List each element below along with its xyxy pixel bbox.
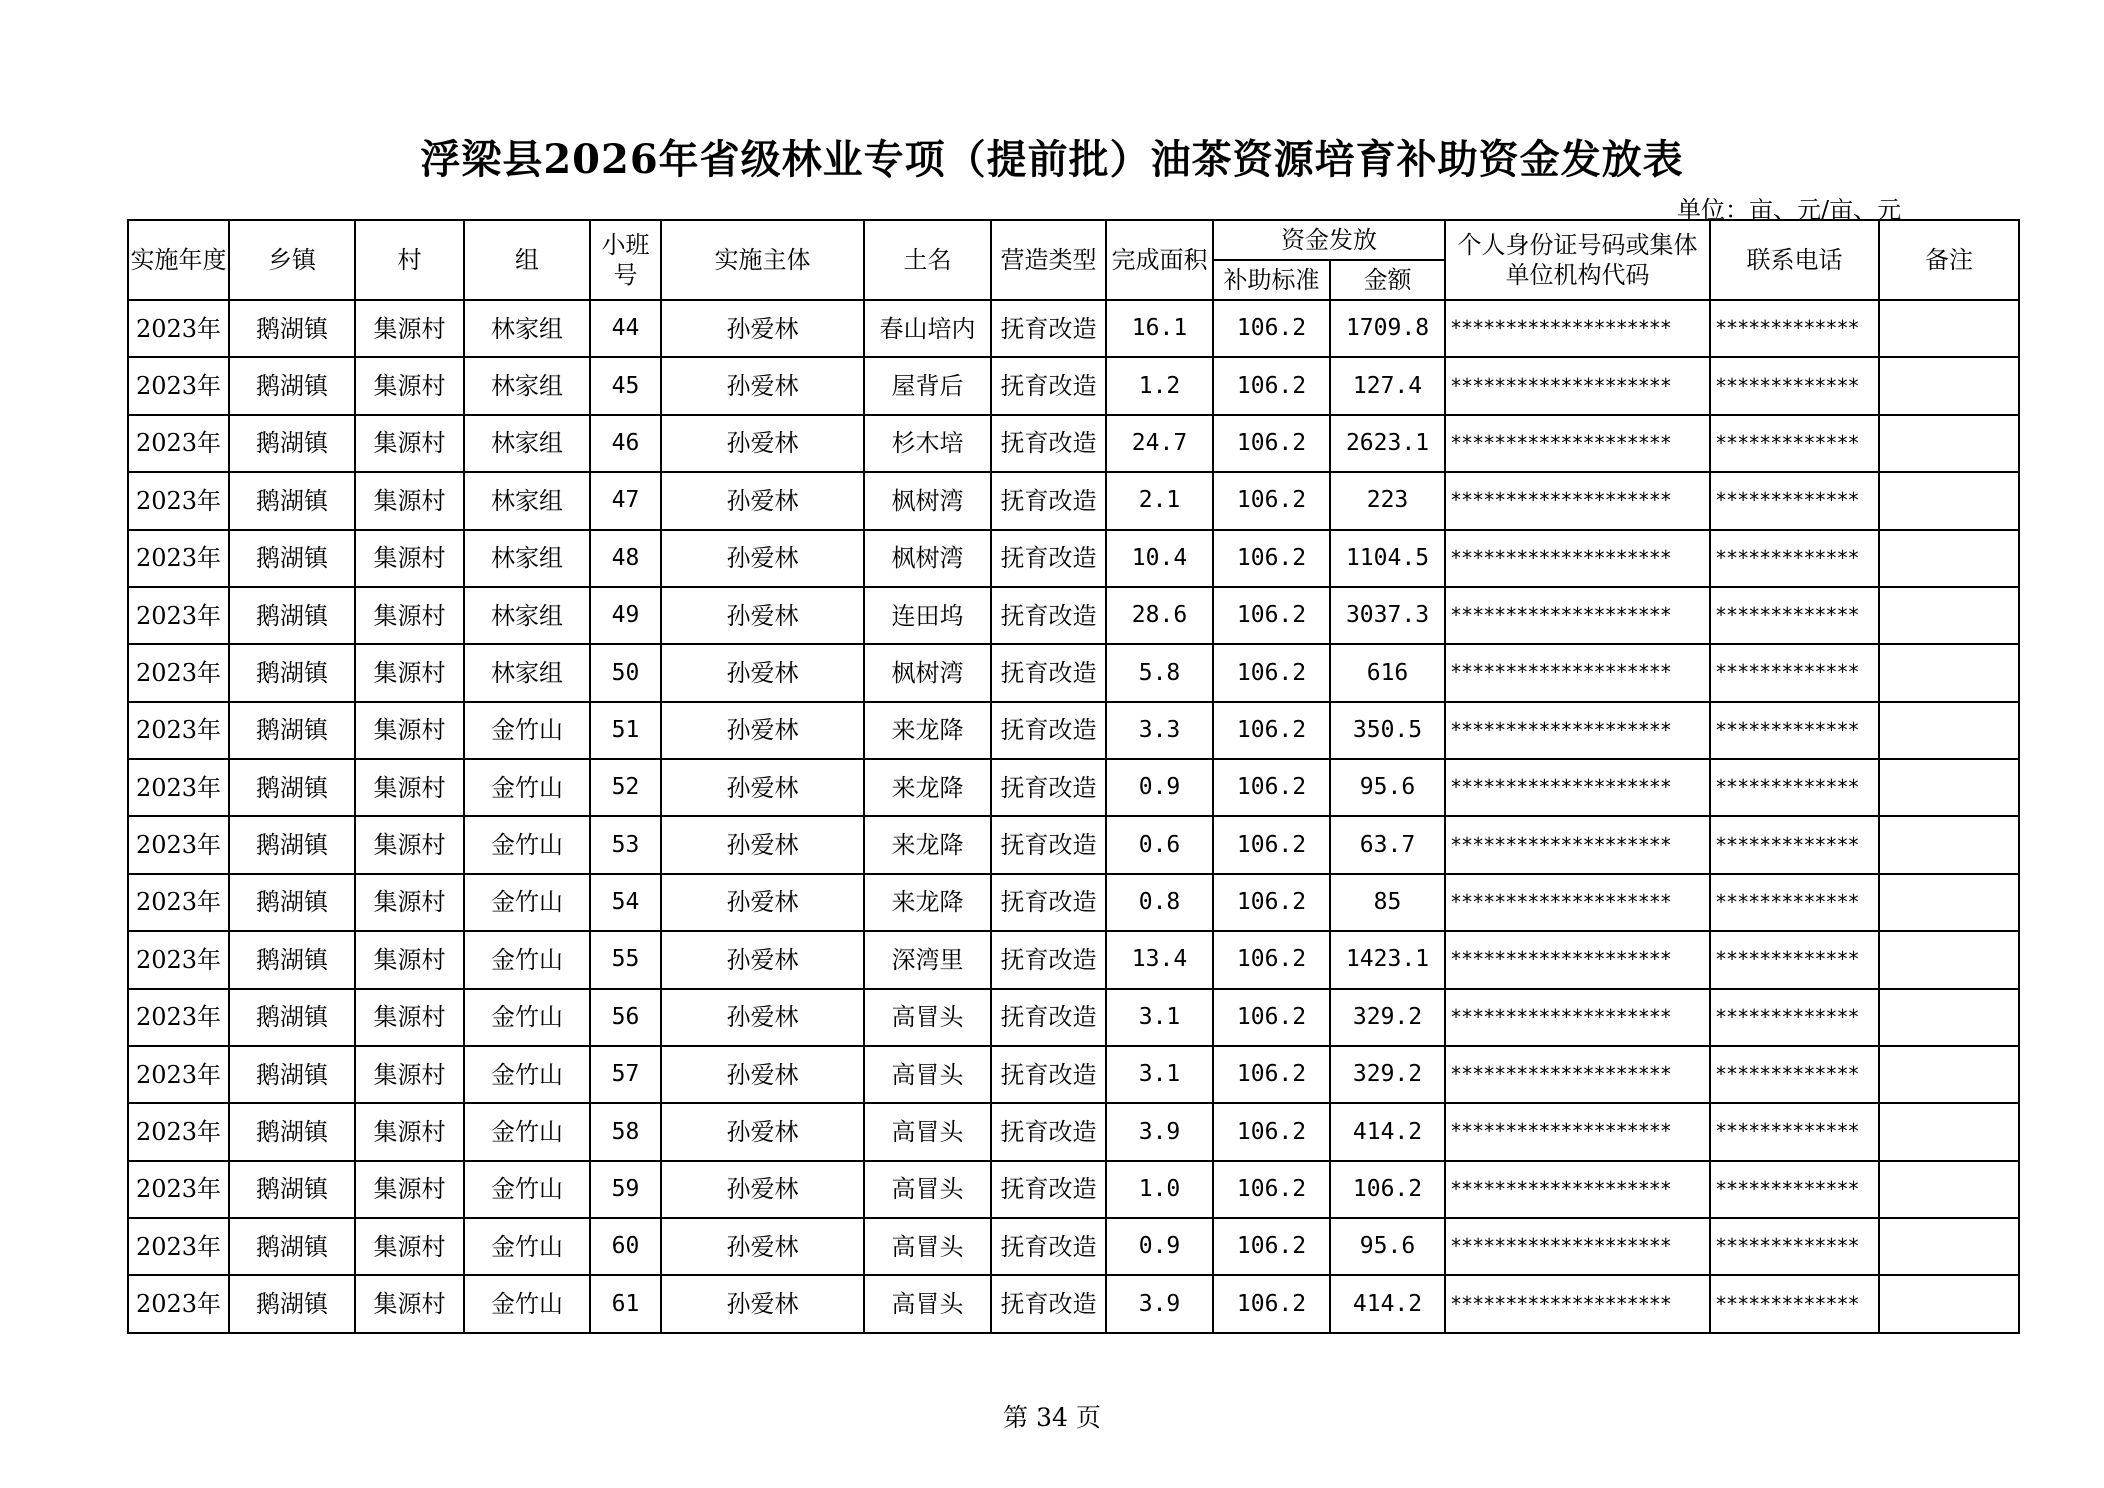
cell-phone: ************* [1710, 300, 1879, 357]
table-row [128, 1046, 2019, 1103]
table-row [128, 989, 2019, 1046]
cell-place: 高冒头 [864, 1103, 991, 1160]
cell-phone: ************* [1710, 931, 1879, 988]
cell-type: 抚育改造 [991, 1218, 1106, 1275]
cell-subject: 孙爱林 [661, 415, 864, 472]
cell-idcode: ******************** [1445, 989, 1710, 1046]
cell-standard: 106.2 [1213, 1103, 1330, 1160]
cell-subject: 孙爱林 [661, 1161, 864, 1218]
cell-standard: 106.2 [1213, 357, 1330, 414]
cell-standard: 106.2 [1213, 759, 1330, 816]
cell-plot: 54 [590, 874, 661, 931]
cell-town: 鹅湖镇 [229, 702, 355, 759]
cell-plot: 45 [590, 357, 661, 414]
cell-area: 0.9 [1106, 1218, 1213, 1275]
cell-village: 集源村 [355, 702, 464, 759]
cell-phone: ************* [1710, 816, 1879, 873]
cell-group: 金竹山 [464, 702, 590, 759]
cell-amount: 3037.3 [1330, 587, 1445, 644]
cell-village: 集源村 [355, 816, 464, 873]
cell-town: 鹅湖镇 [229, 300, 355, 357]
cell-amount: 616 [1330, 644, 1445, 701]
cell-town: 鹅湖镇 [229, 989, 355, 1046]
cell-subject: 孙爱林 [661, 530, 864, 587]
cell-idcode: ******************** [1445, 530, 1710, 587]
cell-phone: ************* [1710, 587, 1879, 644]
cell-phone: ************* [1710, 1103, 1879, 1160]
cell-remark [1879, 300, 2019, 357]
cell-plot: 46 [590, 415, 661, 472]
cell-year: 2023年 [128, 816, 229, 873]
cell-plot: 48 [590, 530, 661, 587]
cell-place: 高冒头 [864, 989, 991, 1046]
cell-phone: ************* [1710, 702, 1879, 759]
cell-year: 2023年 [128, 931, 229, 988]
cell-type: 抚育改造 [991, 1046, 1106, 1103]
cell-subject: 孙爱林 [661, 1218, 864, 1275]
cell-group: 林家组 [464, 300, 590, 357]
cell-phone: ************* [1710, 874, 1879, 931]
cell-type: 抚育改造 [991, 759, 1106, 816]
header-phone: 联系电话 [1710, 220, 1879, 300]
cell-year: 2023年 [128, 1046, 229, 1103]
cell-idcode: ******************** [1445, 357, 1710, 414]
table-row [128, 472, 2019, 529]
cell-village: 集源村 [355, 472, 464, 529]
cell-group: 金竹山 [464, 1161, 590, 1218]
cell-area: 3.1 [1106, 989, 1213, 1046]
cell-remark [1879, 1046, 2019, 1103]
header-amount: 金额 [1330, 260, 1445, 300]
cell-idcode: ******************** [1445, 874, 1710, 931]
cell-plot: 60 [590, 1218, 661, 1275]
cell-area: 5.8 [1106, 644, 1213, 701]
header-year: 实施年度 [128, 220, 229, 300]
cell-place: 屋背后 [864, 357, 991, 414]
cell-plot: 61 [590, 1275, 661, 1333]
cell-town: 鹅湖镇 [229, 1103, 355, 1160]
cell-type: 抚育改造 [991, 989, 1106, 1046]
cell-type: 抚育改造 [991, 816, 1106, 873]
cell-standard: 106.2 [1213, 1161, 1330, 1218]
cell-group: 林家组 [464, 530, 590, 587]
cell-remark [1879, 644, 2019, 701]
cell-remark [1879, 1218, 2019, 1275]
cell-village: 集源村 [355, 530, 464, 587]
cell-remark [1879, 989, 2019, 1046]
cell-area: 3.1 [1106, 1046, 1213, 1103]
cell-town: 鹅湖镇 [229, 530, 355, 587]
table-row [128, 357, 2019, 414]
cell-type: 抚育改造 [991, 1103, 1106, 1160]
cell-village: 集源村 [355, 759, 464, 816]
cell-village: 集源村 [355, 644, 464, 701]
cell-place: 高冒头 [864, 1046, 991, 1103]
table-row [128, 874, 2019, 931]
cell-idcode: ******************** [1445, 1103, 1710, 1160]
cell-type: 抚育改造 [991, 874, 1106, 931]
cell-amount: 1709.8 [1330, 300, 1445, 357]
cell-place: 深湾里 [864, 931, 991, 988]
cell-plot: 57 [590, 1046, 661, 1103]
page-number: 第 34 页 [1003, 1403, 1101, 1432]
cell-town: 鹅湖镇 [229, 874, 355, 931]
cell-phone: ************* [1710, 1275, 1879, 1333]
cell-village: 集源村 [355, 989, 464, 1046]
cell-standard: 106.2 [1213, 530, 1330, 587]
cell-year: 2023年 [128, 587, 229, 644]
cell-plot: 56 [590, 989, 661, 1046]
cell-area: 10.4 [1106, 530, 1213, 587]
cell-group: 金竹山 [464, 759, 590, 816]
cell-village: 集源村 [355, 357, 464, 414]
header-idcode: 个人身份证号码或集体单位机构代码 [1445, 220, 1710, 300]
cell-subject: 孙爱林 [661, 702, 864, 759]
cell-amount: 95.6 [1330, 1218, 1445, 1275]
cell-idcode: ******************** [1445, 759, 1710, 816]
cell-group: 林家组 [464, 644, 590, 701]
cell-subject: 孙爱林 [661, 1103, 864, 1160]
cell-remark [1879, 1275, 2019, 1333]
cell-remark [1879, 1161, 2019, 1218]
cell-area: 28.6 [1106, 587, 1213, 644]
cell-remark [1879, 931, 2019, 988]
cell-subject: 孙爱林 [661, 874, 864, 931]
cell-type: 抚育改造 [991, 644, 1106, 701]
cell-phone: ************* [1710, 1218, 1879, 1275]
cell-amount: 414.2 [1330, 1103, 1445, 1160]
cell-place: 杉木培 [864, 415, 991, 472]
cell-standard: 106.2 [1213, 1275, 1330, 1333]
cell-phone: ************* [1710, 472, 1879, 529]
cell-plot: 51 [590, 702, 661, 759]
cell-town: 鹅湖镇 [229, 1275, 355, 1333]
cell-idcode: ******************** [1445, 300, 1710, 357]
cell-place: 来龙降 [864, 874, 991, 931]
header-area: 完成面积 [1106, 220, 1213, 300]
cell-village: 集源村 [355, 1218, 464, 1275]
cell-phone: ************* [1710, 644, 1879, 701]
cell-type: 抚育改造 [991, 1275, 1106, 1333]
cell-type: 抚育改造 [991, 587, 1106, 644]
header-standard: 补助标准 [1213, 260, 1330, 300]
cell-place: 高冒头 [864, 1275, 991, 1333]
cell-phone: ************* [1710, 989, 1879, 1046]
table-row [128, 415, 2019, 472]
cell-standard: 106.2 [1213, 300, 1330, 357]
cell-place: 高冒头 [864, 1161, 991, 1218]
cell-area: 1.0 [1106, 1161, 1213, 1218]
cell-town: 鹅湖镇 [229, 644, 355, 701]
cell-year: 2023年 [128, 1161, 229, 1218]
cell-amount: 1423.1 [1330, 931, 1445, 988]
cell-idcode: ******************** [1445, 587, 1710, 644]
cell-standard: 106.2 [1213, 472, 1330, 529]
cell-place: 来龙降 [864, 759, 991, 816]
cell-plot: 53 [590, 816, 661, 873]
cell-year: 2023年 [128, 472, 229, 529]
cell-subject: 孙爱林 [661, 931, 864, 988]
cell-group: 金竹山 [464, 816, 590, 873]
cell-phone: ************* [1710, 415, 1879, 472]
cell-year: 2023年 [128, 1218, 229, 1275]
cell-phone: ************* [1710, 1046, 1879, 1103]
cell-remark [1879, 530, 2019, 587]
cell-village: 集源村 [355, 1046, 464, 1103]
cell-idcode: ******************** [1445, 816, 1710, 873]
cell-remark [1879, 415, 2019, 472]
cell-subject: 孙爱林 [661, 759, 864, 816]
cell-standard: 106.2 [1213, 874, 1330, 931]
cell-subject: 孙爱林 [661, 816, 864, 873]
cell-amount: 127.4 [1330, 357, 1445, 414]
cell-group: 林家组 [464, 472, 590, 529]
table-row [128, 1103, 2019, 1160]
cell-amount: 223 [1330, 472, 1445, 529]
table-row [128, 816, 2019, 873]
cell-subject: 孙爱林 [661, 989, 864, 1046]
cell-amount: 414.2 [1330, 1275, 1445, 1333]
cell-area: 2.1 [1106, 472, 1213, 529]
cell-idcode: ******************** [1445, 415, 1710, 472]
header-type: 营造类型 [991, 220, 1106, 300]
cell-town: 鹅湖镇 [229, 415, 355, 472]
cell-type: 抚育改造 [991, 300, 1106, 357]
cell-subject: 孙爱林 [661, 472, 864, 529]
cell-type: 抚育改造 [991, 1161, 1106, 1218]
cell-standard: 106.2 [1213, 989, 1330, 1046]
cell-phone: ************* [1710, 357, 1879, 414]
cell-area: 3.3 [1106, 702, 1213, 759]
cell-place: 枫树湾 [864, 472, 991, 529]
table-row [128, 530, 2019, 587]
header-place: 土名 [864, 220, 991, 300]
cell-amount: 2623.1 [1330, 415, 1445, 472]
cell-standard: 106.2 [1213, 1046, 1330, 1103]
cell-standard: 106.2 [1213, 702, 1330, 759]
cell-year: 2023年 [128, 702, 229, 759]
cell-remark [1879, 874, 2019, 931]
cell-idcode: ******************** [1445, 1046, 1710, 1103]
cell-phone: ************* [1710, 1161, 1879, 1218]
cell-place: 枫树湾 [864, 644, 991, 701]
table-row [128, 587, 2019, 644]
cell-year: 2023年 [128, 1103, 229, 1160]
cell-town: 鹅湖镇 [229, 759, 355, 816]
header-subject: 实施主体 [661, 220, 864, 300]
cell-plot: 49 [590, 587, 661, 644]
cell-amount: 329.2 [1330, 989, 1445, 1046]
table-row [128, 300, 2019, 357]
cell-town: 鹅湖镇 [229, 357, 355, 414]
cell-subject: 孙爱林 [661, 300, 864, 357]
cell-town: 鹅湖镇 [229, 587, 355, 644]
cell-type: 抚育改造 [991, 530, 1106, 587]
header-plot: 小班号 [590, 220, 661, 300]
header-funding: 资金发放 [1213, 220, 1445, 260]
cell-amount: 63.7 [1330, 816, 1445, 873]
cell-plot: 44 [590, 300, 661, 357]
cell-year: 2023年 [128, 1275, 229, 1333]
cell-remark [1879, 702, 2019, 759]
cell-subject: 孙爱林 [661, 644, 864, 701]
cell-amount: 106.2 [1330, 1161, 1445, 1218]
cell-group: 金竹山 [464, 1103, 590, 1160]
cell-village: 集源村 [355, 1275, 464, 1333]
cell-area: 0.9 [1106, 759, 1213, 816]
cell-standard: 106.2 [1213, 644, 1330, 701]
unit-label: 单位：亩、元/亩、元 [1677, 196, 1902, 224]
cell-area: 13.4 [1106, 931, 1213, 988]
cell-area: 1.2 [1106, 357, 1213, 414]
cell-remark [1879, 587, 2019, 644]
table-row [128, 759, 2019, 816]
cell-idcode: ******************** [1445, 644, 1710, 701]
cell-group: 金竹山 [464, 1275, 590, 1333]
cell-town: 鹅湖镇 [229, 1161, 355, 1218]
cell-idcode: ******************** [1445, 472, 1710, 529]
cell-place: 高冒头 [864, 1218, 991, 1275]
cell-group: 林家组 [464, 357, 590, 414]
cell-group: 金竹山 [464, 1218, 590, 1275]
cell-idcode: ******************** [1445, 1218, 1710, 1275]
cell-place: 来龙降 [864, 816, 991, 873]
cell-town: 鹅湖镇 [229, 1218, 355, 1275]
cell-idcode: ******************** [1445, 931, 1710, 988]
cell-idcode: ******************** [1445, 1161, 1710, 1218]
cell-year: 2023年 [128, 415, 229, 472]
cell-year: 2023年 [128, 357, 229, 414]
cell-group: 金竹山 [464, 1046, 590, 1103]
cell-idcode: ******************** [1445, 702, 1710, 759]
cell-year: 2023年 [128, 874, 229, 931]
cell-idcode: ******************** [1445, 1275, 1710, 1333]
cell-year: 2023年 [128, 300, 229, 357]
cell-place: 枫树湾 [864, 530, 991, 587]
cell-village: 集源村 [355, 415, 464, 472]
cell-place: 来龙降 [864, 702, 991, 759]
cell-year: 2023年 [128, 989, 229, 1046]
cell-group: 金竹山 [464, 874, 590, 931]
cell-village: 集源村 [355, 300, 464, 357]
cell-type: 抚育改造 [991, 702, 1106, 759]
cell-plot: 58 [590, 1103, 661, 1160]
cell-town: 鹅湖镇 [229, 472, 355, 529]
cell-year: 2023年 [128, 644, 229, 701]
cell-standard: 106.2 [1213, 816, 1330, 873]
cell-type: 抚育改造 [991, 472, 1106, 529]
cell-remark [1879, 816, 2019, 873]
table-row [128, 1275, 2019, 1333]
cell-type: 抚育改造 [991, 931, 1106, 988]
table-row [128, 1218, 2019, 1275]
cell-area: 24.7 [1106, 415, 1213, 472]
cell-group: 林家组 [464, 415, 590, 472]
cell-area: 3.9 [1106, 1275, 1213, 1333]
cell-amount: 95.6 [1330, 759, 1445, 816]
header-group: 组 [464, 220, 590, 300]
cell-village: 集源村 [355, 587, 464, 644]
cell-amount: 350.5 [1330, 702, 1445, 759]
cell-amount: 329.2 [1330, 1046, 1445, 1103]
cell-amount: 1104.5 [1330, 530, 1445, 587]
cell-remark [1879, 759, 2019, 816]
cell-subject: 孙爱林 [661, 1046, 864, 1103]
cell-plot: 55 [590, 931, 661, 988]
cell-subject: 孙爱林 [661, 587, 864, 644]
cell-standard: 106.2 [1213, 931, 1330, 988]
cell-village: 集源村 [355, 1161, 464, 1218]
cell-place: 连田坞 [864, 587, 991, 644]
cell-year: 2023年 [128, 530, 229, 587]
cell-standard: 106.2 [1213, 1218, 1330, 1275]
table-row [128, 931, 2019, 988]
cell-remark [1879, 1103, 2019, 1160]
document-title: 浮梁县2026年省级林业专项（提前批）油茶资源培育补助资金发放表 [420, 136, 1684, 183]
cell-standard: 106.2 [1213, 587, 1330, 644]
cell-subject: 孙爱林 [661, 357, 864, 414]
cell-type: 抚育改造 [991, 357, 1106, 414]
cell-standard: 106.2 [1213, 415, 1330, 472]
cell-group: 金竹山 [464, 989, 590, 1046]
header-town: 乡镇 [229, 220, 355, 300]
cell-village: 集源村 [355, 1103, 464, 1160]
cell-town: 鹅湖镇 [229, 816, 355, 873]
header-remark: 备注 [1879, 220, 2019, 300]
cell-year: 2023年 [128, 759, 229, 816]
cell-area: 3.9 [1106, 1103, 1213, 1160]
cell-plot: 50 [590, 644, 661, 701]
cell-town: 鹅湖镇 [229, 1046, 355, 1103]
cell-plot: 47 [590, 472, 661, 529]
table-row [128, 702, 2019, 759]
cell-area: 16.1 [1106, 300, 1213, 357]
cell-subject: 孙爱林 [661, 1275, 864, 1333]
cell-amount: 85 [1330, 874, 1445, 931]
subsidy-table [127, 219, 2020, 1334]
cell-remark [1879, 472, 2019, 529]
cell-group: 金竹山 [464, 931, 590, 988]
table-row [128, 1161, 2019, 1218]
table-row [128, 644, 2019, 701]
cell-group: 林家组 [464, 587, 590, 644]
cell-plot: 52 [590, 759, 661, 816]
cell-phone: ************* [1710, 530, 1879, 587]
cell-remark [1879, 357, 2019, 414]
cell-type: 抚育改造 [991, 415, 1106, 472]
cell-place: 春山培内 [864, 300, 991, 357]
cell-town: 鹅湖镇 [229, 931, 355, 988]
cell-plot: 59 [590, 1161, 661, 1218]
cell-village: 集源村 [355, 931, 464, 988]
cell-phone: ************* [1710, 759, 1879, 816]
header-village: 村 [355, 220, 464, 300]
cell-area: 0.6 [1106, 816, 1213, 873]
cell-area: 0.8 [1106, 874, 1213, 931]
cell-village: 集源村 [355, 874, 464, 931]
